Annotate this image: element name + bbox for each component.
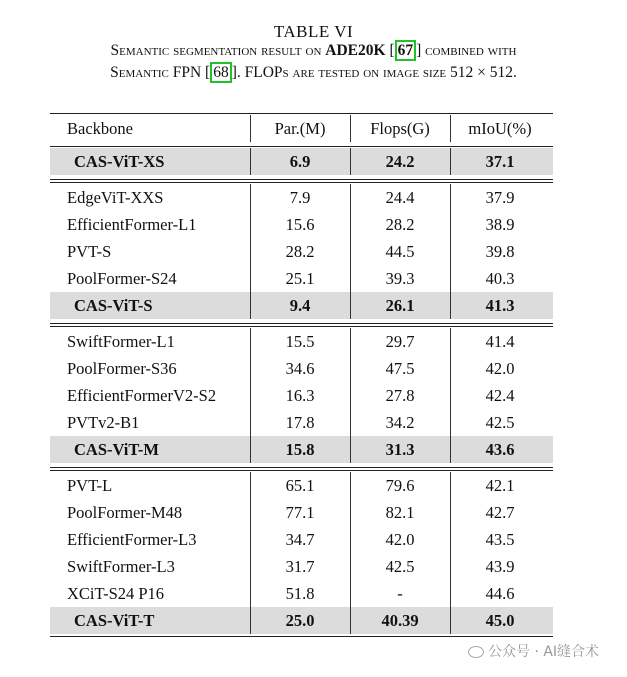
highlight-row xyxy=(50,148,553,175)
cell-flops: 42.0 xyxy=(385,530,415,549)
cell-backbone: PVT-S xyxy=(67,242,112,261)
table-row xyxy=(50,409,553,436)
column-separator xyxy=(250,328,251,463)
table-row xyxy=(50,382,553,409)
cell-miou: 42.7 xyxy=(485,503,515,522)
cell-backbone: SwiftFormer-L1 xyxy=(67,332,175,351)
cell-backbone: PoolFormer-M48 xyxy=(67,503,183,522)
column-separator xyxy=(350,472,351,634)
cell-flops: 26.1 xyxy=(385,296,415,315)
cell-flops: 39.3 xyxy=(385,269,415,288)
cell-params: 77.1 xyxy=(285,503,315,522)
bottom-rule xyxy=(50,636,553,637)
table-row xyxy=(50,472,553,499)
cell-flops: 82.1 xyxy=(385,503,415,522)
caption-line-1: Semantic segmentation result on ADE20K [ 67 ] combined with xyxy=(110,42,517,59)
cell-flops: 47.5 xyxy=(385,359,415,378)
cell-params: 65.1 xyxy=(285,476,315,495)
cell-miou: mIoU(%) xyxy=(468,119,532,138)
column-separator xyxy=(450,148,451,175)
cell-miou: 42.0 xyxy=(485,359,515,378)
cell-backbone: CAS-ViT-M xyxy=(74,440,159,459)
table-row xyxy=(50,211,553,238)
cell-params: 25.1 xyxy=(285,269,315,288)
cell-flops: 24.4 xyxy=(385,188,415,207)
dataset-name: ADE20K xyxy=(325,42,386,59)
table-row xyxy=(50,499,553,526)
cell-miou: 43.6 xyxy=(485,440,515,459)
cell-params: 31.7 xyxy=(285,557,315,576)
column-separator xyxy=(450,472,451,634)
cell-backbone: PVT-L xyxy=(67,476,113,495)
cell-miou: 42.5 xyxy=(485,413,515,432)
table-row xyxy=(50,553,553,580)
group-rule xyxy=(50,323,553,324)
cell-flops: 44.5 xyxy=(385,242,415,261)
column-separator xyxy=(350,115,351,142)
group-rule xyxy=(50,179,553,180)
cell-miou: 44.6 xyxy=(485,584,515,603)
cell-params: 15.6 xyxy=(285,215,315,234)
cell-flops: 27.8 xyxy=(385,386,415,405)
column-separator xyxy=(350,328,351,463)
citation-link-67[interactable]: 67 xyxy=(395,40,417,61)
cell-miou: 45.0 xyxy=(485,611,515,630)
table-row xyxy=(50,580,553,607)
cell-backbone: XCiT-S24 P16 xyxy=(67,584,165,603)
cell-backbone: PoolFormer-S36 xyxy=(67,359,177,378)
column-separator xyxy=(350,148,351,175)
cell-flops: 24.2 xyxy=(385,152,415,171)
cell-params: 51.8 xyxy=(285,584,315,603)
table-row xyxy=(50,238,553,265)
highlight-row xyxy=(50,292,553,319)
table-title: TABLE VI xyxy=(273,22,354,41)
column-separator xyxy=(250,184,251,319)
table-row xyxy=(50,265,553,292)
table-row xyxy=(50,355,553,382)
group-rule xyxy=(50,467,553,468)
cell-params: 28.2 xyxy=(285,242,315,261)
column-separator xyxy=(250,148,251,175)
cell-backbone: EfficientFormer-L1 xyxy=(67,215,197,234)
cell-backbone: CAS-ViT-T xyxy=(74,611,155,630)
wechat-icon xyxy=(468,646,484,658)
cell-backbone: EfficientFormer-L3 xyxy=(67,530,197,549)
cell-miou: 39.8 xyxy=(485,242,515,261)
cell-flops: 28.2 xyxy=(385,215,415,234)
citation-link-68[interactable]: 68 xyxy=(210,62,232,83)
cell-miou: 41.4 xyxy=(485,332,515,351)
cell-flops: Flops(G) xyxy=(370,119,430,138)
cell-miou: 38.9 xyxy=(485,215,515,234)
cell-flops: 40.39 xyxy=(381,611,419,630)
highlight-row xyxy=(50,436,553,463)
cell-miou: 41.3 xyxy=(485,296,515,315)
column-separator xyxy=(450,184,451,319)
watermark: 公众号 · AI缝合术 xyxy=(468,641,599,661)
cell-flops: 31.3 xyxy=(385,440,415,459)
table-row xyxy=(50,328,553,355)
cell-backbone: EfficientFormerV2-S2 xyxy=(67,386,217,405)
cell-flops: 42.5 xyxy=(385,557,415,576)
cell-backbone: CAS-ViT-S xyxy=(74,296,153,315)
cell-flops: 34.2 xyxy=(385,413,415,432)
cell-backbone: PVTv2-B1 xyxy=(67,413,140,432)
cell-params: 25.0 xyxy=(285,611,315,630)
cell-params: 34.6 xyxy=(285,359,315,378)
cell-flops: 79.6 xyxy=(385,476,415,495)
cell-miou: 42.1 xyxy=(485,476,515,495)
cell-miou: 40.3 xyxy=(485,269,515,288)
cell-params: 7.9 xyxy=(289,188,311,207)
cell-params: 9.4 xyxy=(289,296,311,315)
cell-backbone: Backbone xyxy=(67,119,133,138)
column-separator xyxy=(450,115,451,142)
cell-miou: 43.9 xyxy=(485,557,515,576)
cell-backbone: SwiftFormer-L3 xyxy=(67,557,175,576)
cell-miou: 43.5 xyxy=(485,530,515,549)
cell-flops: 29.7 xyxy=(385,332,415,351)
column-separator xyxy=(350,184,351,319)
cell-miou: 37.9 xyxy=(485,188,515,207)
cell-params: 6.9 xyxy=(289,152,311,171)
cell-params: 17.8 xyxy=(285,413,315,432)
cell-miou: 42.4 xyxy=(485,386,515,405)
cell-params: 15.5 xyxy=(285,332,315,351)
highlight-row xyxy=(50,607,553,634)
cell-backbone: EdgeViT-XXS xyxy=(67,188,164,207)
column-separator xyxy=(250,472,251,634)
table-row xyxy=(50,184,553,211)
cell-flops: - xyxy=(397,584,403,603)
column-separator xyxy=(450,328,451,463)
cell-backbone: PoolFormer-S24 xyxy=(67,269,177,288)
column-separator xyxy=(250,115,251,142)
cell-params: 34.7 xyxy=(285,530,315,549)
caption-line-2: Semantic FPN [ 68 ]. FLOPs are tested on image size 512 × 512. xyxy=(110,64,517,81)
cell-miou: 37.1 xyxy=(485,152,515,171)
table-row xyxy=(50,526,553,553)
cell-params: Par.(M) xyxy=(274,119,326,138)
header-row xyxy=(50,115,553,142)
cell-params: 16.3 xyxy=(285,386,315,405)
cell-params: 15.8 xyxy=(285,440,315,459)
cell-backbone: CAS-ViT-XS xyxy=(74,152,165,171)
